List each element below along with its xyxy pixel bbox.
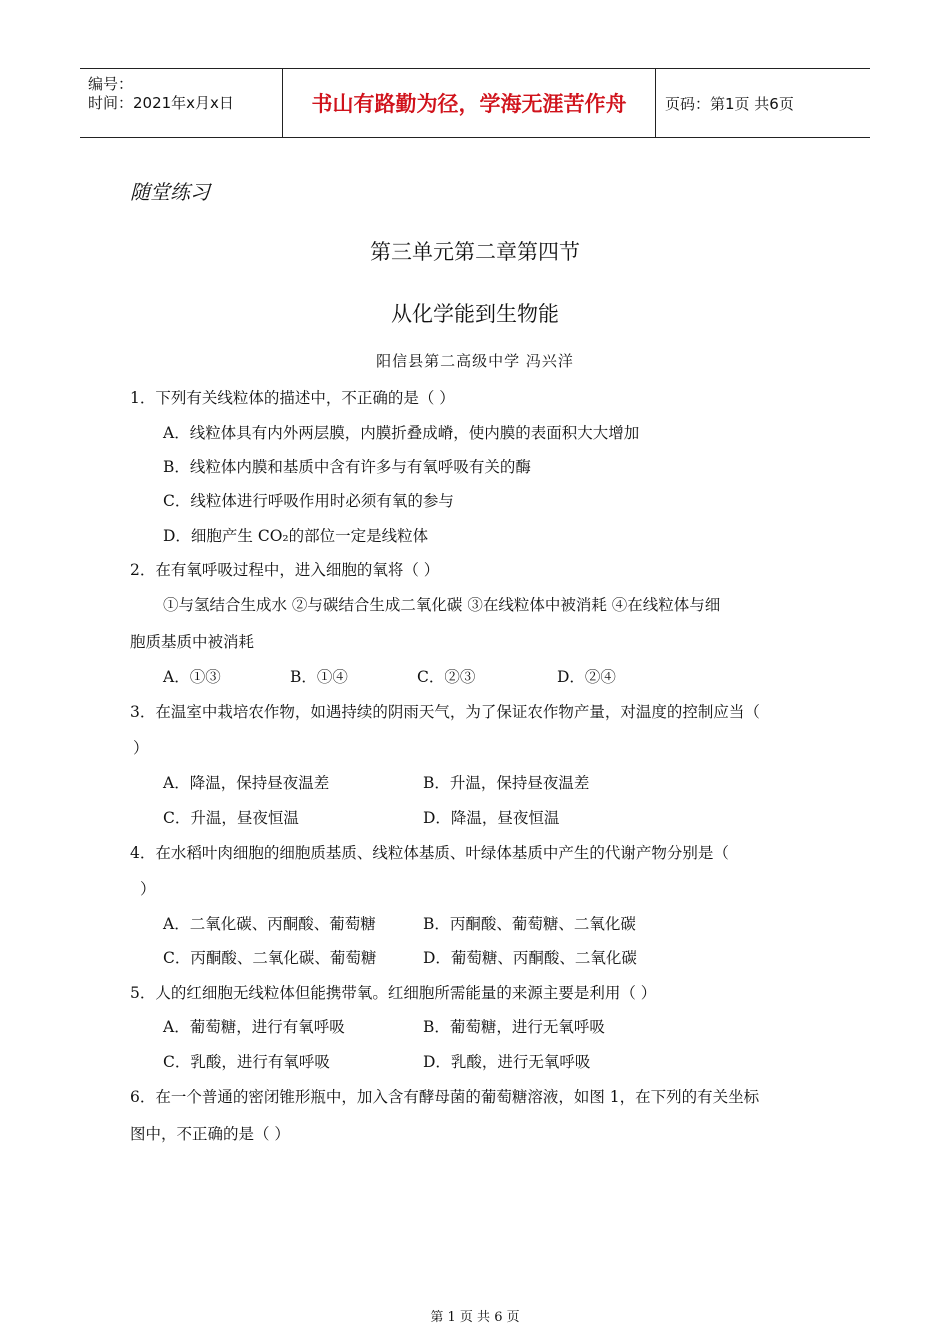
question-5-option-b: B．葡萄糖，进行无氧呼吸 <box>423 1018 605 1036</box>
question-2-option-c: C．②③ <box>417 668 476 686</box>
question-3-stem-line1: 3．在温室中栽培农作物，如遇持续的阴雨天气，为了保证农作物产量，对温度的控制应当（ <box>130 703 760 721</box>
question-2-option-a: A．①③ <box>163 668 221 686</box>
date-label: 时间：2021年x月x日 <box>88 94 234 112</box>
question-3-stem-line2: ） <box>133 739 149 757</box>
question-6-stem-line1: 6．在一个普通的密闭锥形瓶中，加入含有酵母菌的葡萄糖溶液，如图 1，在下列的有关坐标 <box>130 1088 760 1106</box>
question-4-option-a: A．二氧化碳、丙酮酸、葡萄糖 <box>163 915 376 933</box>
question-5-option-a: A．葡萄糖，进行有氧呼吸 <box>163 1018 345 1036</box>
question-2-stem: 2．在有氧呼吸过程中，进入细胞的氧将（ ） <box>130 561 440 579</box>
question-4-option-b: B．丙酮酸、葡萄糖、二氧化碳 <box>423 915 636 933</box>
question-3-option-c: C．升温，昼夜恒温 <box>163 809 299 827</box>
question-1-option-c: C．线粒体进行呼吸作用时必须有氧的参与 <box>163 492 454 510</box>
question-2-option-b: B．①④ <box>290 668 348 686</box>
question-3-option-a: A．降温，保持昼夜温差 <box>163 774 330 792</box>
question-1-option-b: B．线粒体内膜和基质中含有许多与有氧呼吸有关的酶 <box>163 458 531 476</box>
author-line: 阳信县第二高级中学 冯兴洋 <box>376 352 574 370</box>
question-1-option-a: A．线粒体具有内外两层膜，内膜折叠成嵴，使内膜的表面积大大增加 <box>163 424 640 442</box>
question-2-items-line2: 胞质基质中被消耗 <box>130 633 255 651</box>
question-5-option-d: D．乳酸，进行无氧呼吸 <box>423 1053 591 1071</box>
question-1-stem: 1．下列有关线粒体的描述中，不正确的是（ ） <box>130 389 455 407</box>
question-5-option-c: C．乳酸，进行有氧呼吸 <box>163 1053 330 1071</box>
page-footer: 第 1 页 共 6 页 <box>430 1310 520 1325</box>
question-3-option-b: B．升温，保持昼夜温差 <box>423 774 590 792</box>
question-4-option-d: D．葡萄糖、丙酮酸、二氧化碳 <box>423 949 637 967</box>
question-6-stem-line2: 图中，不正确的是（ ） <box>130 1125 290 1143</box>
lesson-title: 从化学能到生物能 <box>391 302 559 326</box>
question-3-option-d: D．降温，昼夜恒温 <box>423 809 560 827</box>
question-2-option-d: D．②④ <box>557 668 616 686</box>
header-meta <box>80 69 282 137</box>
chapter-title: 第三单元第二章第四节 <box>370 240 580 264</box>
question-4-stem-line2: ） <box>140 880 156 898</box>
number-label: 编号： <box>88 75 134 93</box>
header-motto: 书山有路勤为径，学海无涯苦作舟 <box>282 69 656 137</box>
question-2-items-line1: ①与氢结合生成水 ②与碳结合生成二氧化碳 ③在线粒体中被消耗 ④在线粒体与细 <box>163 596 721 614</box>
question-4-stem-line1: 4．在水稻叶肉细胞的细胞质基质、线粒体基质、叶绿体基质中产生的代谢产物分别是（ <box>130 844 729 862</box>
question-4-option-c: C．丙酮酸、二氧化碳、葡萄糖 <box>163 949 377 967</box>
page-header <box>80 68 870 138</box>
question-5-stem: 5．人的红细胞无线粒体但能携带氧。红细胞所需能量的来源主要是利用（ ） <box>130 984 657 1002</box>
section-title: 随堂练习 <box>130 180 210 204</box>
header-page-label: 页码：第1页 共6页 <box>665 94 794 113</box>
question-1-option-d: D．细胞产生 CO₂的部位一定是线粒体 <box>163 527 429 545</box>
